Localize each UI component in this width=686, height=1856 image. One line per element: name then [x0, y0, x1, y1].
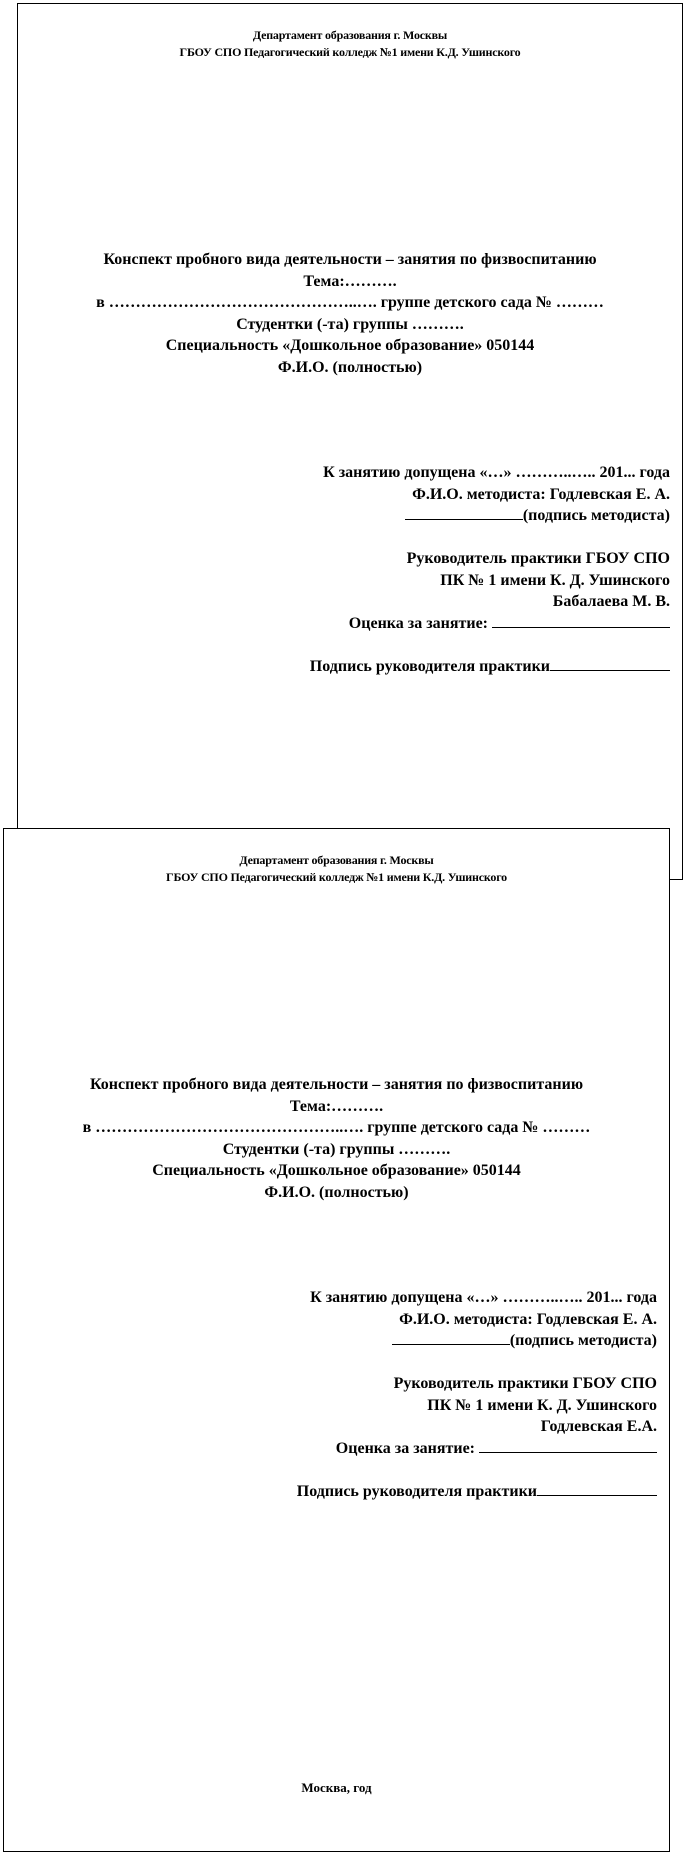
college-name-line: ПК № 1 имени К. Д. Ушинского	[427, 1396, 657, 1414]
signature-blank	[392, 1330, 510, 1345]
grade-label: Оценка за занятие:	[335, 1439, 475, 1457]
methodist-signature-label: (подпись методиста)	[509, 1332, 657, 1349]
college-line: ГБОУ СПО Педагогический колледж №1 имени К.Д. Ушинского	[166, 870, 507, 884]
grade-blank	[479, 1438, 657, 1453]
head-signature-line	[177, 1481, 657, 1503]
grade-blank	[492, 613, 670, 628]
practice-head-line: Руководитель практики ГБОУ СПО	[406, 550, 670, 567]
topic-line: Тема:……….	[289, 1097, 384, 1115]
group-line: в ………………………………………..…. группе детского сада № ………	[96, 294, 604, 311]
methodist-line: Ф.И.О. методиста: Годлевская Е. А.	[412, 485, 670, 503]
department-line: Департамент образования г. Москвы	[252, 28, 448, 42]
admitted-line: К занятию допущена «…» ………..….. 201... года	[310, 1289, 657, 1306]
methodist-signature-line	[177, 1330, 657, 1352]
head-signature-blank	[537, 1481, 657, 1496]
head-signature-label: Подпись руководителя практики	[296, 1482, 537, 1500]
methodist-signature-line	[190, 505, 670, 527]
group-line: в ………………………………………..…. группе детского сада № ………	[82, 1119, 591, 1136]
page-header	[4, 852, 669, 886]
head-name-line: Годлевская Е.А.	[540, 1418, 657, 1435]
full-name-line: Ф.И.О. (полностью)	[277, 358, 423, 376]
signature-blank	[405, 505, 523, 520]
college-name-line: ПК № 1 имени К. Д. Ушинского	[440, 571, 670, 589]
full-name-line: Ф.И.О. (полностью)	[264, 1183, 409, 1201]
student-group-line: Студентки (-та) группы ……….	[236, 315, 464, 333]
methodist-line: Ф.И.О. методиста: Годлевская Е. А.	[399, 1310, 657, 1328]
head-name-line: Бабалаева М. В.	[552, 593, 670, 610]
grade-line	[177, 1438, 657, 1460]
practice-head-line: Руководитель практики ГБОУ СПО	[393, 1375, 657, 1392]
head-signature-blank	[550, 656, 670, 671]
city-year-footer: Москва, год	[301, 1780, 372, 1795]
topic-line: Тема:……….	[303, 272, 397, 290]
approval-block	[177, 1287, 657, 1502]
approval-block	[190, 462, 670, 677]
title-line: Конспект пробного вида деятельности – занятия по физвоспитанию	[103, 251, 597, 268]
page-header	[18, 27, 682, 61]
methodist-signature-label: (подпись методиста)	[522, 507, 670, 524]
specialty-line: Специальность «Дошкольное образование» 050144	[152, 1162, 521, 1179]
head-signature-label: Подпись руководителя практики	[309, 657, 550, 675]
head-signature-line	[190, 656, 670, 678]
department-line: Департамент образования г. Москвы	[239, 853, 434, 867]
title-block	[4, 1074, 669, 1203]
document-page-2	[3, 828, 670, 1852]
document-page-1	[17, 3, 683, 880]
title-line: Конспект пробного вида деятельности – занятия по физвоспитанию	[89, 1076, 584, 1093]
grade-line	[190, 613, 670, 635]
specialty-line: Специальность «Дошкольное образование» 050144	[165, 337, 535, 354]
title-block	[18, 249, 682, 378]
grade-label: Оценка за занятие:	[348, 614, 488, 632]
admitted-line: К занятию допущена «…» ………..….. 201... года	[323, 464, 670, 481]
student-group-line: Студентки (-та) группы ……….	[222, 1140, 451, 1158]
college-line: ГБОУ СПО Педагогический колледж №1 имени К.Д. Ушинского	[179, 45, 521, 59]
